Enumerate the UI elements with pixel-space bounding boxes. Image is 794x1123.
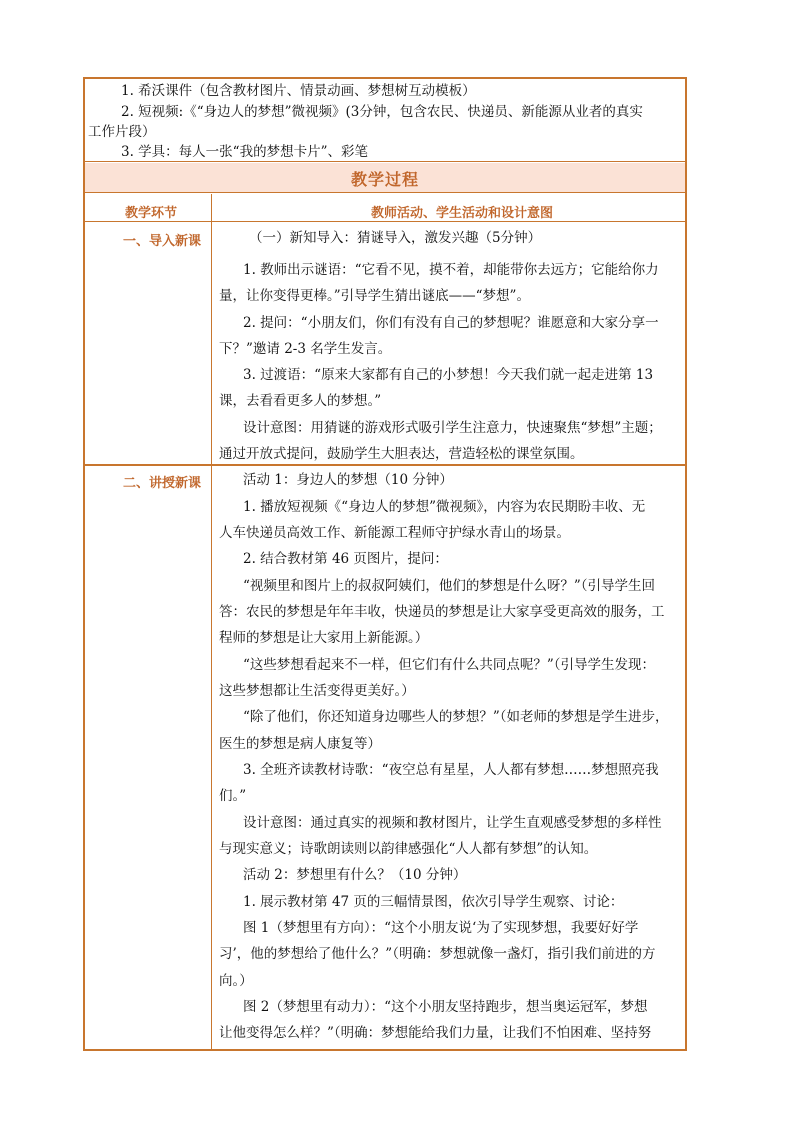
section1-line: 量，让你变得更棒。”引导学生猜出谜底——“梦想”。 <box>219 288 530 304</box>
section1-line: 通过开放式提问，鼓励学生大胆表达，营造轻松的课堂氛围。 <box>219 446 584 462</box>
section2-line: 3. 全班齐读教材诗歌：“夜空总有星星，人人都有梦想……梦想照亮我 <box>243 762 659 778</box>
section2-line: 图 1（梦想里有方向）：“这个小朋友说‘为了实现梦想，我要好好学 <box>243 920 639 936</box>
header-stage: 教学环节 <box>125 206 178 221</box>
section2-line: 设计意图：通过真实的视频和教材图片，让学生直观感受梦想的多样性 <box>243 815 662 831</box>
section2-line: “这些梦想看起来不一样，但它们有什么共同点呢？”（引导学生发现： <box>243 657 656 673</box>
section1-line: 下？”邀请 2-3 名学生发言。 <box>219 341 392 357</box>
section2-line: 习’，他的梦想给了他什么？”（明确：梦想就像一盏灯，指引我们前进的方 <box>219 946 656 962</box>
section2-line: 活动 2：梦想里有什么？（10 分钟） <box>243 867 467 883</box>
section2-line: “除了他们，你还知道身边哪些人的梦想？”（如老师的梦想是学生进步， <box>243 709 669 725</box>
divider <box>85 221 685 222</box>
section1-line: 课，去看看更多人的梦想。” <box>219 393 382 409</box>
section2-line: 活动 1：身边人的梦想（10 分钟） <box>243 472 453 488</box>
section2-line: 这些梦想都让生活变得更美好。） <box>219 683 415 699</box>
section-label-intro: 一、导入新课 <box>123 234 202 249</box>
section2-line: 向。） <box>219 973 253 989</box>
section2-line: 程师的梦想是让大家用上新能源。） <box>219 630 429 646</box>
material-item-3: 3. 学具：每人一张“我的梦想卡片”、彩笔 <box>121 144 368 160</box>
lesson-plan-table <box>83 77 687 1051</box>
section2-line: 1. 播放短视频《“身边人的梦想”微视频》，内容为农民期盼丰收、无 <box>243 499 646 515</box>
section2-line: 1. 展示教材第 47 页的三幅情景图，依次引导学生观察、讨论： <box>243 894 624 910</box>
divider <box>85 161 685 162</box>
section1-line: 1. 教师出示谜语：“它看不见，摸不着，却能带你去远方；它能给你力 <box>243 262 659 278</box>
section2-line: 医生的梦想是病人康复等） <box>219 736 381 752</box>
divider <box>85 464 685 466</box>
section2-line: 们。” <box>219 788 247 804</box>
material-item-1: 1. 希沃课件（包含教材图片、情景动画、梦想树互动模板） <box>121 83 476 99</box>
section2-line: 图 2（梦想里有动力）：“这个小朋友坚持跑步，想当奥运冠军，梦想 <box>243 999 648 1015</box>
section2-line: 人车快递员高效工作、新能源工程师守护绿水青山的场景。 <box>219 525 570 541</box>
section1-line: 设计意图：用猜谜的游戏形式吸引学生注意力，快速聚焦“梦想”主题； <box>243 420 662 436</box>
divider <box>85 192 685 193</box>
section1-line: 3. 过渡语：“原来大家都有自己的小梦想！今天我们就一起走进第 13 <box>243 367 654 383</box>
section2-line: 答：农民的梦想是年年丰收，快递员的梦想是让大家享受更高效的服务，工 <box>219 604 665 620</box>
section2-line: 让他变得怎么样？”（明确：梦想能给我们力量，让我们不怕困难、坚持努 <box>219 1025 652 1041</box>
section1-line: （一）新知导入：猜谜导入，激发兴趣（5分钟） <box>249 230 542 246</box>
material-item-2: 2. 短视频:《“身边人的梦想”微视频》(3分钟，包含农民、快递员、新能源从业者的真实 <box>121 104 643 120</box>
process-title: 教学过程 <box>350 170 419 189</box>
section2-line: 与现实意义；诗歌朗读则以韵律感强化“人人都有梦想”的认知。 <box>219 841 598 857</box>
header-activities: 教师活动、学生活动和设计意图 <box>371 206 554 221</box>
section-label-teaching: 二、讲授新课 <box>123 476 202 491</box>
section2-line: “视频里和图片上的叔叔阿姨们，他们的梦想是什么呀？”（引导学生回 <box>243 578 656 594</box>
section2-line: 2. 结合教材第 46 页图片，提问： <box>243 551 448 567</box>
material-item-2-cont: 工作片段） <box>88 124 156 140</box>
section1-line: 2. 提问：“小朋友们，你们有没有自己的梦想呢？谁愿意和大家分享一 <box>243 315 659 331</box>
column-divider <box>211 194 212 1051</box>
